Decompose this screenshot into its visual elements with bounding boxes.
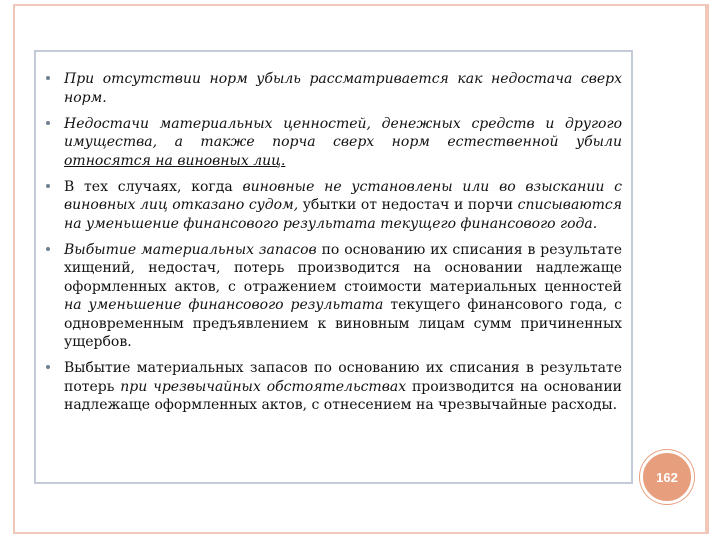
bullet-text: Выбытие материальных запасов по основанию их списания в результате потерь (64, 360, 622, 395)
bullet-item (46, 359, 622, 415)
bullet-text: текущего финансового года, с одновременным предъявлением к виновным лицам сумм причиненных ущербов. (64, 297, 623, 350)
page-number-badge: 162 (640, 450, 694, 504)
bullet-text: на уменьшение финансового результата (64, 297, 384, 313)
bullet-item (46, 241, 622, 352)
bullet-icon (46, 247, 50, 251)
bullet-text: В тех случаях, когда (64, 178, 243, 195)
bullet-text: относятся на виновных лиц. (64, 152, 286, 169)
bullet-text: убытки от недостач и порчи (298, 197, 518, 213)
bullet-text: При отсутствии норм убыль рассматривается как недостача сверх норм. (64, 71, 622, 106)
bullet-text: списываются на уменьшение финансового результата текущего финансового года. (64, 197, 622, 232)
content-box (34, 50, 633, 484)
bullet-icon (46, 365, 50, 369)
bullet-icon (46, 121, 50, 125)
bullet-item (46, 70, 622, 107)
bullet-icon (46, 76, 50, 80)
bullet-icon (46, 184, 50, 188)
bullet-text: виновные не установлены или во взыскании с виновных лиц отказано судом, (64, 178, 622, 213)
bullet-item (46, 178, 622, 234)
slide-right-rule (707, 4, 709, 534)
bullet-text: материальных запасов (141, 241, 317, 258)
bullet-text: по основанию их списания в результате хищений, недостач, потерь производится на основании надлежаще оформленных актов, с отражением стоимости материальных ценностей (64, 241, 623, 295)
bullet-text: производится на основании надлежаще оформленных актов, с отнесением на чрезвычайные расходы. (64, 378, 622, 413)
bullet-text: при чрезвычайных обстоятельствах (120, 378, 407, 395)
bullet-item (46, 115, 622, 171)
bullet-list (46, 70, 622, 422)
bullet-text: Выбытие (64, 241, 142, 258)
bullet-text: Недостачи материальных ценностей, денежных средств и другого имущества, а также порча сверх норм естественной убыли (64, 115, 622, 150)
